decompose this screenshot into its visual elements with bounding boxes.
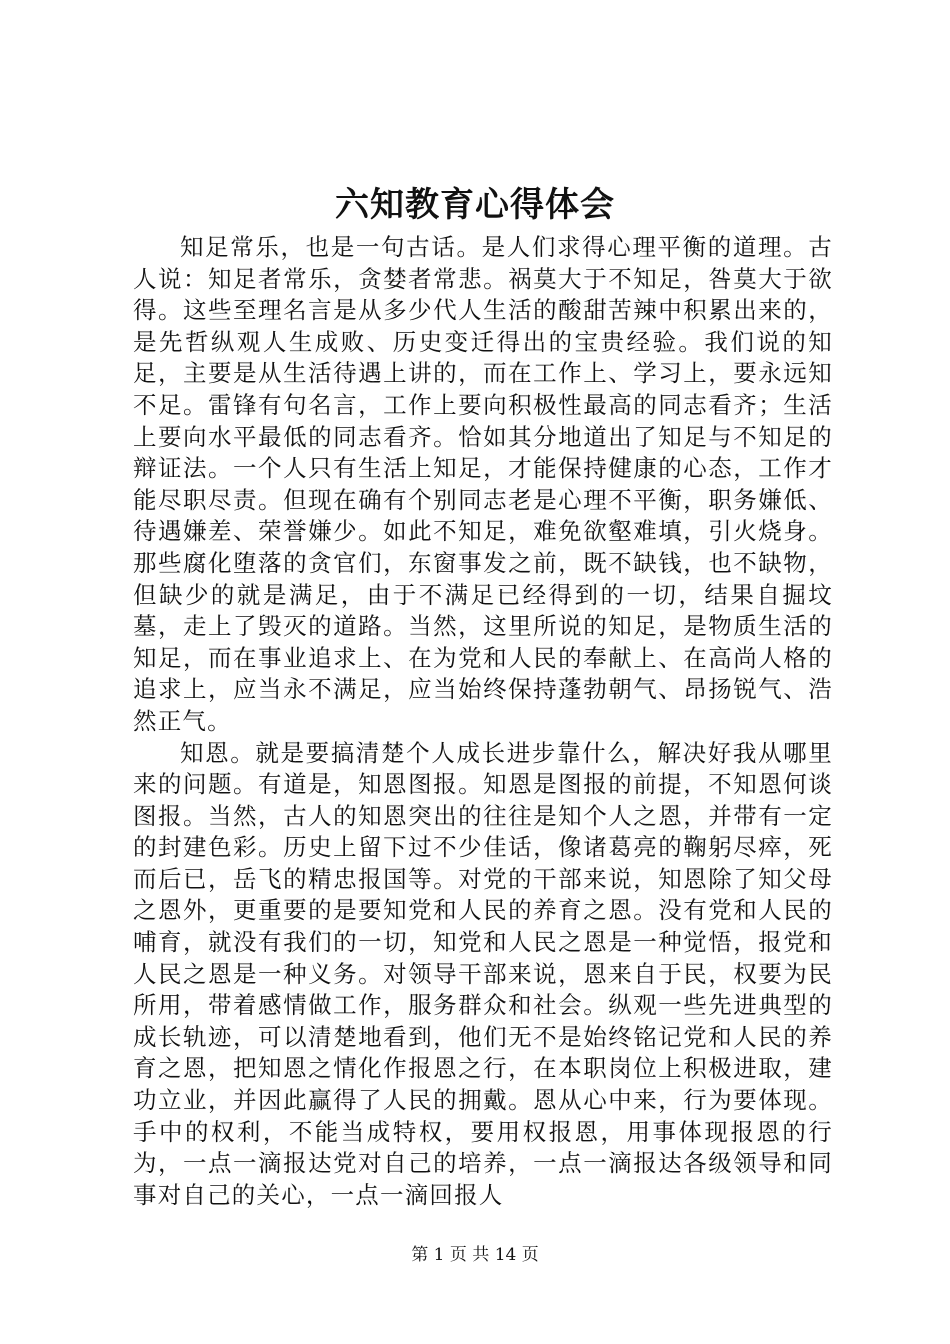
paragraph-zhizu: 知足常乐，也是一句古话。是人们求得心理平衡的道理。古人说：知足者常乐，贪婪者常悲。祸莫大于不知足，咎莫大于欲得。这些至理名言是从多少代人生活的酸甜苦辣中积累出来的，是先哲纵观人生成败、历史变迁得出的宝贵经验。我们说的知足，主要是从生活待遇上讲的，而在工作上、学习上，要永远知不足。雷锋有句名言，工作上要向积极性最高的同志看齐；生活上要向水平最低的同志看齐。恰如其分地道出了知足与不知足的辩证法。一个人只有生活上知足，才能保持健康的心态，工作才能尽职尽责。但现在确有个别同志老是心理不平衡，职务嫌低、待遇嫌差、荣誉嫌少。如此不知足，难免欲壑难填，引火烧身。那些腐化堕落的贪官们，东窗事发之前，既不缺钱，也不缺物，但缺少的就是满足，由于不满足已经得到的一切，结果自掘坟墓，走上了毁灭的道路。当然，这里所说的知足，是物质生活的知足，而在事业追求上、在为党和人民的奉献上、在高尚人格的追求上，应当永不满足，应当始终保持蓬勃朝气、昂扬锐气、浩然正气。 [133, 233, 833, 735]
document-body [133, 232, 833, 1211]
paragraph-zhien: 知恩。就是要搞清楚个人成长进步靠什么，解决好我从哪里来的问题。有道是，知恩图报。知恩是图报的前提，不知恩何谈图报。当然，古人的知恩突出的往往是知个人之恩，并带有一定的封建色彩。历史上留下过不少佳话，像诸葛亮的鞠躬尽瘁，死而后已，岳飞的精忠报国等。对党的干部来说，知恩除了知父母之恩外，更重要的是要知党和人民的养育之恩。没有党和人民的哺育，就没有我们的一切，知党和人民之恩是一种觉悟，报党和人民之恩是一种义务。对领导干部来说，恩来自于民，权要为民所用，带着感情做工作，服务群众和社会。纵观一些先进典型的成长轨迹，可以清楚地看到，他们无不是始终铭记党和人民的养育之恩，把知恩之情化作报恩之行，在本职岗位上积极进取，建功立业，并因此赢得了人民的拥戴。恩从心中来，行为要体现。手中的权利，不能当成特权，要用权报恩，用事体现报恩的行为，一点一滴报达党对自己的培养，一点一滴报达各级领导和同事对自己的关心，一点一滴回报人 [133, 738, 833, 1209]
document-title: 六知教育心得体会 [335, 185, 615, 225]
page-number-footer: 第 1 页 共 14 页 [411, 1245, 539, 1265]
